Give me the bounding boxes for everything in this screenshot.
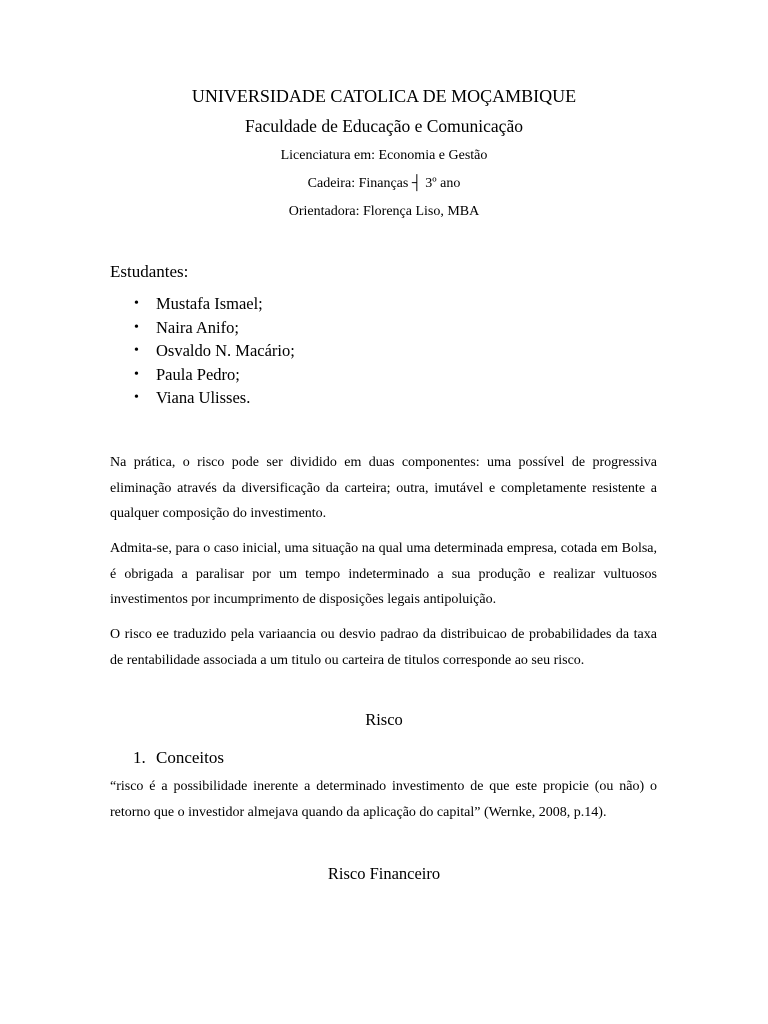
student-name: Viana Ulisses. bbox=[156, 388, 251, 407]
students-list bbox=[110, 292, 295, 410]
student-name: Osvaldo N. Macário; bbox=[156, 341, 295, 360]
students-heading: Estudantes: bbox=[110, 262, 189, 281]
subject-line: Cadeira: Finanças ┤ 3º ano bbox=[307, 176, 461, 191]
faculty-title: Faculdade de Educação e Comunicação bbox=[245, 116, 523, 136]
bullet-icon: • bbox=[134, 366, 139, 382]
body-paragraph: Admita-se, para o caso inicial, uma situação na qual uma determinada empresa, cotada em Bolsa, é obrigada a paralisar por um tempo indeterminado a sua produção e realizar vultuosos investimentos por incumprimento de disposições legais antipoluição. bbox=[110, 541, 657, 607]
list-item bbox=[110, 363, 295, 387]
list-item bbox=[110, 386, 295, 410]
course-line: Licenciatura em: Economia e Gestão bbox=[280, 148, 488, 163]
student-name: Mustafa Ismael; bbox=[156, 294, 263, 313]
university-title: UNIVERSIDADE CATOLICA DE MOÇAMBIQUE bbox=[191, 86, 577, 106]
body-paragraph: Na prática, o risco pode ser dividido em duas componentes: uma possível de progressiva eliminação através da diversificação da carteira; outra, imutável e completamente resistente a qualquer composição do investimento. bbox=[110, 455, 657, 521]
bullet-icon: • bbox=[134, 296, 139, 311]
bullet-icon: • bbox=[134, 390, 139, 405]
list-item bbox=[110, 292, 295, 316]
numbered-heading bbox=[133, 748, 224, 768]
numbered-heading-label: Conceitos bbox=[156, 748, 224, 767]
student-name: Naira Anifo; bbox=[156, 317, 239, 337]
bullet-icon: • bbox=[134, 343, 139, 358]
advisor-line: Orientadora: Florença Liso, MBA bbox=[288, 204, 480, 219]
list-item bbox=[110, 339, 295, 363]
body-paragraph: O risco ee traduzido pela variaancia ou desvio padrao da distribuicao de probabilidades da taxa de rentabilidade associada a um titulo ou carteira de titulos corresponde ao seu risco. bbox=[110, 627, 657, 668]
quote-paragraph: “risco é a possibilidade inerente a determinado investimento de que este propicie (ou não) o retorno que o investidor almejava quando da aplicação do capital” (Wernke, 2008, p.14). bbox=[110, 779, 657, 820]
student-name: Paula Pedro; bbox=[156, 364, 240, 384]
list-number: 1. bbox=[133, 748, 146, 767]
section-title-risco: Risco bbox=[365, 710, 403, 729]
list-item bbox=[110, 316, 295, 340]
bullet-icon: • bbox=[134, 319, 139, 335]
section-title-risco-financeiro: Risco Financeiro bbox=[327, 864, 441, 883]
